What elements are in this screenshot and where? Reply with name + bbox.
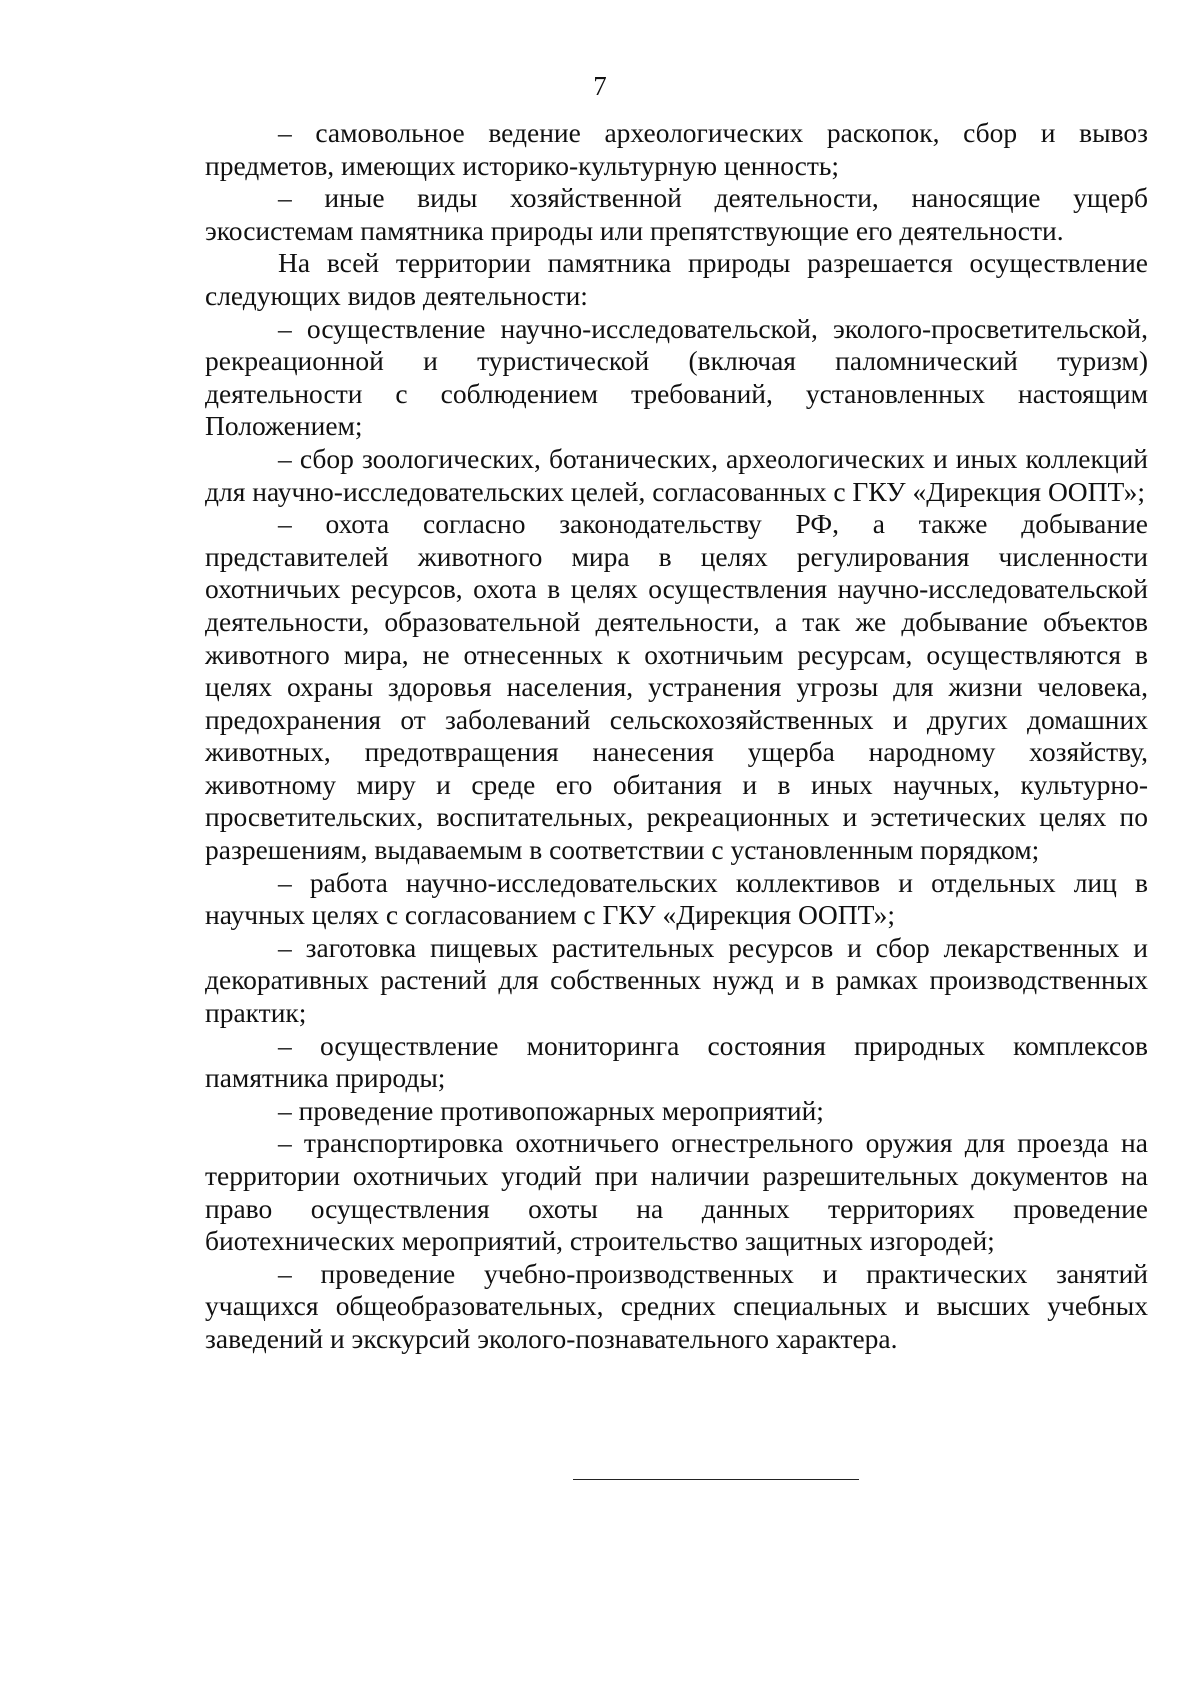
paragraph-permitted-educational-activities: – проведение учебно-производственных и практических занятий учащихся общеобразовательных, средних специальных и высших учебных заведений и экскурсий эколого-познавательного характера. [205,1257,1148,1354]
paragraph-permitted-fire-prevention: – проведение противопожарных мероприятий; [278,1094,824,1126]
paragraph-permitted-monitoring: – осуществление мониторинга состояния природных комплексов памятника природы; [205,1029,1148,1094]
document-body [205,117,1148,1356]
end-divider-line [573,1479,859,1480]
paragraph-permitted-collections: – сбор зоологических, ботанических, археологических и иных коллекций для научно-исследовательских целей, согласованных с ГКУ «Дирекция ООПТ»; [205,442,1148,507]
paragraph-permitted-intro: На всей территории памятника природы разрешается осуществление следующих видов деятельности: [205,247,1148,311]
paragraph-permitted-research-tourism: – осуществление научно-исследовательской, эколого-просветительской, рекреационной и туристической (включая паломнический туризм) деятельности с соблюдением требований, установленных настоящим Положением; [205,312,1148,442]
paragraph-permitted-plant-harvesting: – заготовка пищевых растительных ресурсов и сбор лекарственных и декоративных растений для собственных нужд и в рамках производственных практик; [205,931,1148,1029]
page-number: 7 [593,71,607,101]
paragraph-prohibited-other-activities: – иные виды хозяйственной деятельности, наносящие ущерб экосистемам памятника природы или препятствующие его деятельности. [205,182,1148,246]
paragraph-permitted-hunting: – охота согласно законодательству РФ, а также добывание представителей животного мира в целях регулирования численности охотничьих ресурсов, охота в целях осуществления научно-исследовательской деятельности, образовательной деятельности, а так же добывание объектов животного мира, не отнесенных к охотничьим ресурсам, осуществляются в целях охраны здоровья населения, устранения угрозы для жизни человека, предохранения от заболеваний сельскохозяйственных и других домашних животных, предотвращения нанесения ущерба народному хозяйству, животному миру и среде его обитания и в иных научных, культурно-просветительских, воспитательных, рекреационных и эстетических целях по разрешениям, выдаваемым в соответствии с установленным порядком; [205,508,1148,866]
paragraph-prohibited-excavations: – самовольное ведение археологических раскопок, сбор и вывоз предметов, имеющих историко-культурную ценность; [205,117,1148,181]
paragraph-permitted-weapon-transport: – транспортировка охотничьего огнестрельного оружия для проезда на территории охотничьих угодий при наличии разрешительных документов на право осуществления охоты на данных территориях проведение биотехнических мероприятий, строительство защитных изгородей; [205,1127,1148,1257]
paragraph-permitted-research-teams: – работа научно-исследовательских коллективов и отдельных лиц в научных целях с согласованием с ГКУ «Дирекция ООПТ»; [205,866,1148,931]
